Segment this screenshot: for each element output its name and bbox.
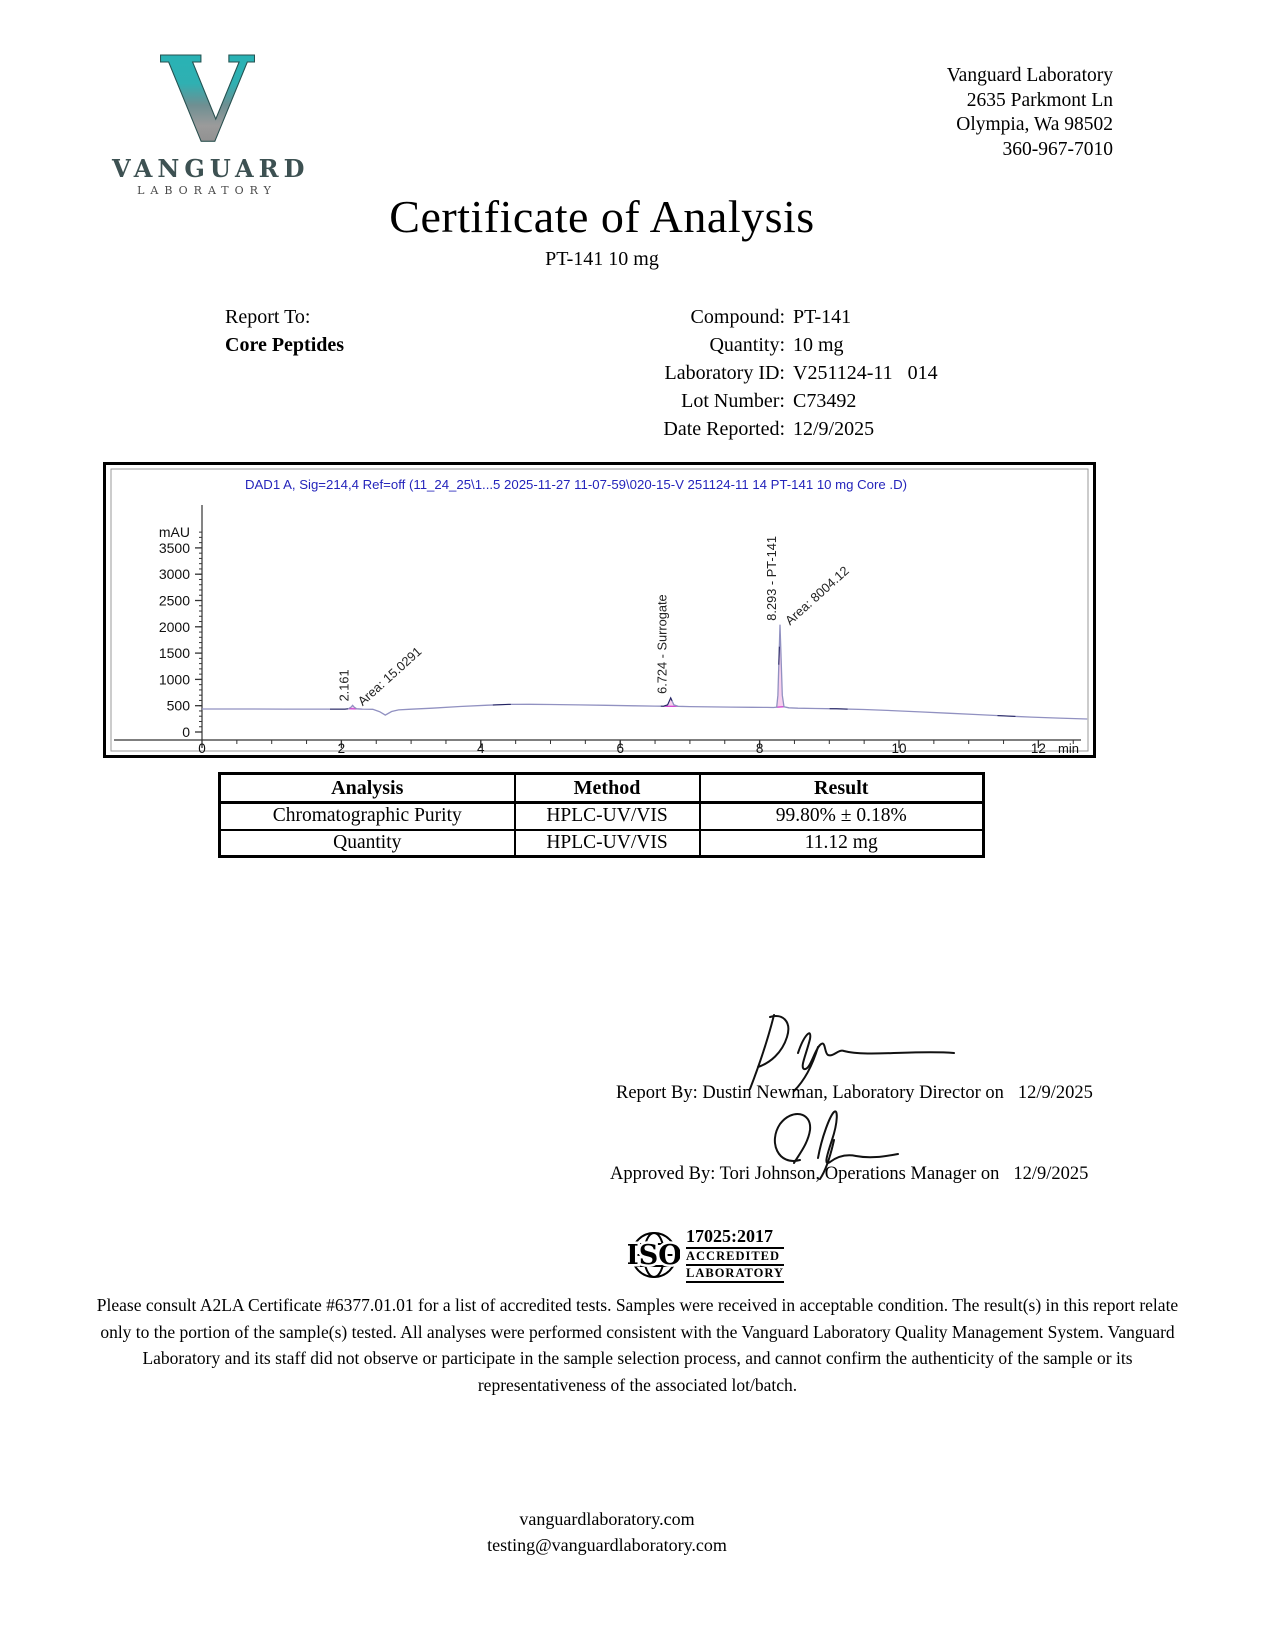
x-tick-label: 2 — [337, 741, 346, 755]
x-tick-label: 4 — [477, 741, 485, 755]
field-label: Laboratory ID: — [664, 362, 785, 384]
results-table — [218, 772, 985, 858]
y-tick-label: 0 — [182, 724, 190, 740]
footer-website: vanguardlaboratory.com — [519, 1509, 695, 1529]
x-tick-label: 8 — [755, 741, 764, 755]
lab-city: Olympia, Wa 98502 — [956, 114, 1113, 135]
field-value: C73492 — [793, 390, 857, 412]
field-value: PT-141 — [793, 306, 852, 328]
table-header-row — [220, 774, 984, 803]
table-row — [220, 803, 984, 830]
lab-address-block — [947, 64, 1113, 162]
cell-result: 99.80% ± 0.18% — [700, 803, 984, 830]
iso-standard: 17025:2017 — [686, 1226, 784, 1249]
approved-by-text: Approved By: Tori Johnson, Operations Manager on — [610, 1164, 1000, 1184]
field-laboratory-id — [420, 359, 938, 387]
iso-globe-icon — [628, 1229, 680, 1281]
report-to-block — [225, 303, 344, 359]
col-result: Result — [700, 774, 984, 803]
svg-text:ISO: ISO — [628, 1239, 680, 1271]
peak-rt-label: 2.161 — [336, 669, 352, 702]
peak-rt-label: 8.293 - PT-141 — [764, 536, 780, 621]
field-value: V251124-11 014 — [793, 362, 938, 384]
field-label: Date Reported: — [663, 418, 785, 440]
field-lot-number — [420, 387, 938, 415]
peak-area-label: Area: 8004.12 — [781, 562, 852, 628]
x-tick-label: 10 — [891, 741, 907, 755]
iso-text-block — [686, 1226, 784, 1283]
cell-analysis: Chromatographic Purity — [220, 803, 515, 830]
table-row — [220, 830, 984, 857]
sample-info-block — [420, 303, 938, 443]
col-method: Method — [515, 774, 700, 803]
field-label: Quantity: — [709, 334, 785, 356]
chromatogram-chart — [106, 465, 1093, 755]
results-section — [218, 772, 985, 858]
y-tick-label: 3000 — [158, 566, 190, 583]
report-to-value: Core Peptides — [225, 334, 345, 356]
cell-analysis: Quantity — [220, 830, 515, 857]
vanguard-logo — [112, 30, 310, 197]
peak-rt-label: 6.724 - Surrogate — [654, 594, 670, 694]
report-by-signature-image — [742, 1005, 962, 1093]
chromatogram-panel — [103, 462, 1096, 758]
cell-method: HPLC-UV/VIS — [515, 830, 700, 857]
footer-email: testing@vanguardlaboratory.com — [487, 1535, 727, 1555]
field-label: Compound: — [690, 306, 785, 328]
field-value: 10 mg — [793, 334, 844, 356]
report-by-text: Report By: Dustin Newman, Laboratory Director on — [616, 1083, 1004, 1103]
x-tick-label: 6 — [616, 741, 624, 755]
y-axis-ticks — [159, 532, 202, 740]
page-subtitle: PT-141 10 mg — [545, 248, 659, 270]
field-quantity — [420, 331, 938, 359]
y-tick-label: 3500 — [158, 539, 190, 556]
peak-area-label: Area: 15.0291 — [354, 643, 425, 709]
signal-trace — [202, 625, 1087, 719]
iso-laboratory: LABORATORY — [686, 1266, 784, 1283]
field-label: Lot Number: — [681, 390, 785, 412]
report-to-label: Report To: — [225, 306, 311, 328]
x-axis-ticks — [198, 740, 1073, 755]
approved-by-date: 12/9/2025 — [1013, 1164, 1089, 1184]
disclaimer-text: Please consult A2LA Certificate #6377.01.01 for a list of accredited tests. Samples were received in acceptable condition. The result(s) in this report relate only to the portion of the sample(s) tested. All analyses were performed consistent with the Vanguard Laboratory Quality Management System. Vanguard Laboratory and its staff did not observe or participate in the sample selection process, and cannot confirm the authenticity of the sample or its representativeness of the associated lot/batch. — [96, 1295, 1179, 1395]
y-tick-label: 1500 — [158, 645, 190, 662]
page-title: Certificate of Analysis — [389, 191, 815, 242]
y-tick-label: 1000 — [158, 671, 190, 688]
y-axis-unit-label: mAU — [158, 524, 190, 540]
col-analysis: Analysis — [220, 774, 515, 803]
logo-v-icon: V — [112, 48, 302, 152]
iso-accreditation-mark — [628, 1226, 784, 1283]
cell-result: 11.12 mg — [700, 830, 984, 857]
lab-phone: 360-967-7010 — [1002, 138, 1113, 160]
chart-title: DAD1 A, Sig=214,4 Ref=off (11_24_25\1...5 2025-11-27 11-07-59\020-15-V 251124-11 14 PT-141 10 mg Core .D) — [244, 477, 908, 492]
x-tick-label: 0 — [198, 741, 206, 755]
signal-trace-dark-segments — [202, 625, 1087, 719]
x-tick-label: 12 — [1030, 741, 1046, 755]
field-value: 12/9/2025 — [793, 418, 875, 440]
report-by-date: 12/9/2025 — [1017, 1083, 1093, 1103]
y-tick-label: 500 — [166, 697, 190, 714]
footer-block — [0, 1506, 1214, 1558]
iso-accredited: ACCREDITED — [686, 1249, 784, 1266]
field-compound — [420, 303, 938, 331]
cell-method: HPLC-UV/VIS — [515, 803, 700, 830]
y-tick-label: 2000 — [158, 618, 190, 635]
lab-street: 2635 Parkmont Ln — [966, 89, 1113, 111]
title-block — [0, 190, 1204, 271]
report-by-line — [616, 1083, 1093, 1104]
y-tick-label: 2500 — [158, 592, 190, 609]
lab-name: Vanguard Laboratory — [946, 65, 1113, 86]
approved-by-line — [610, 1164, 1088, 1185]
field-date-reported — [420, 415, 938, 443]
logo-wordmark-sub: LABORATORY — [137, 184, 277, 197]
x-axis-unit-label: min — [1058, 741, 1079, 755]
logo-wordmark: VANGUARD — [112, 154, 310, 183]
